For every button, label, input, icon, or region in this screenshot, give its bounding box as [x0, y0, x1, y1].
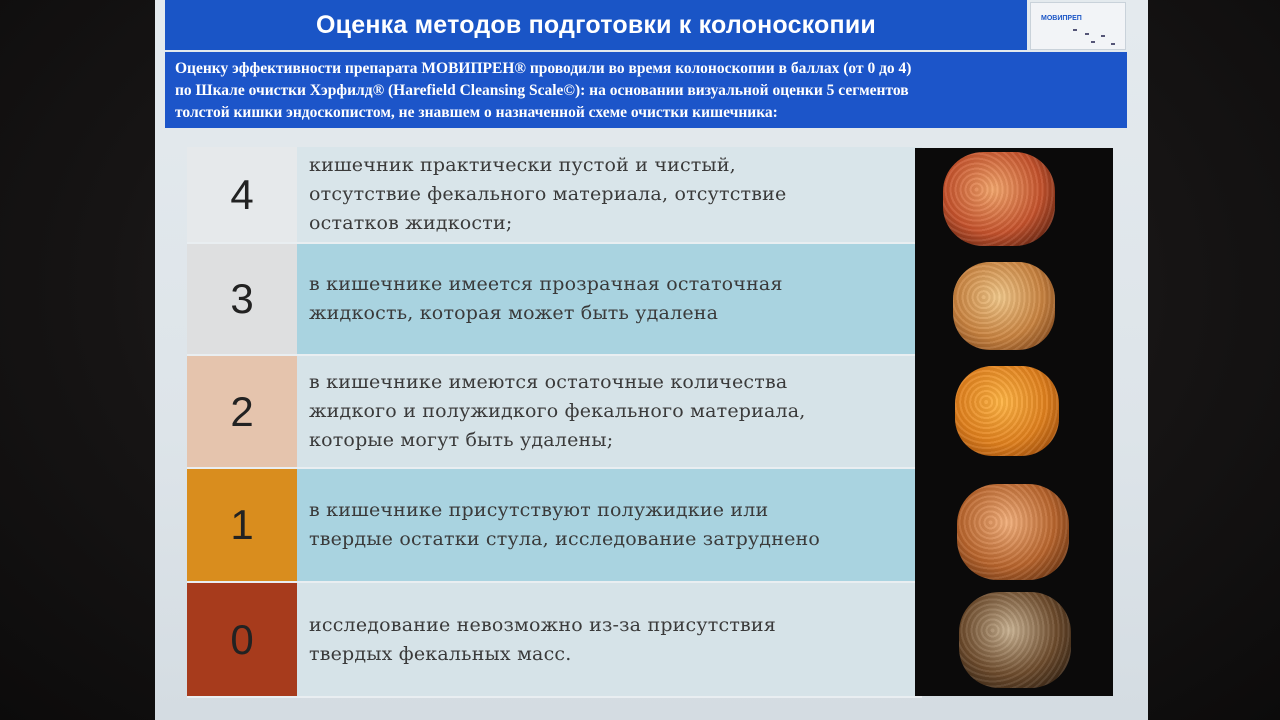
endoscopy-photo-strip — [915, 148, 1113, 696]
description-cell — [297, 469, 922, 583]
description-line: остатков жидкости; — [309, 212, 513, 234]
endoscopy-photo-score-1 — [957, 484, 1069, 580]
description-line: отсутствие фекального материала, отсутствие — [309, 183, 787, 205]
endoscopy-photo-score-0 — [959, 592, 1071, 688]
description-cell — [297, 356, 922, 469]
scale-row-4 — [187, 147, 922, 244]
intro-box — [165, 52, 1127, 128]
description-line: в кишечнике имеется прозрачная остаточная — [309, 273, 783, 295]
score-cell: 0 — [187, 583, 297, 698]
description-line: жидкого и полужидкого фекального материала, — [309, 400, 806, 422]
intro-line-1: Оценку эффективности препарата МОВИПРЕН® проводили во время колоноскопии в баллах (от 0 до 4) — [175, 60, 912, 77]
description-line: в кишечнике присутствуют полужидкие или — [309, 499, 769, 521]
harefield-scale-table — [187, 147, 922, 700]
intro-line-2: по Шкале очистки Хэрфилд® (Harefield Cleansing Scale©): на основании визуальной оценки 5 сегментов — [175, 82, 909, 99]
endoscopy-photo-score-2 — [955, 366, 1059, 456]
title-bar — [165, 0, 1027, 50]
description-cell — [297, 583, 922, 698]
logo-text: МОВИПРЕП — [1041, 15, 1082, 22]
scale-row-2 — [187, 356, 922, 469]
scale-row-3 — [187, 244, 922, 356]
description-line: жидкость, которая может быть удалена — [309, 302, 719, 324]
scale-row-0 — [187, 583, 922, 698]
score-cell: 4 — [187, 147, 297, 244]
score-cell: 3 — [187, 244, 297, 356]
description-line: которые могут быть удалены; — [309, 429, 614, 451]
description-cell — [297, 147, 922, 244]
scale-row-1 — [187, 469, 922, 583]
intro-line-3: толстой кишки эндоскопистом, не знавшем о назначенной схеме очистки кишечника: — [175, 104, 778, 121]
logo-decoration — [1071, 27, 1121, 47]
description-line: твердые остатки стула, исследование затруднено — [309, 528, 821, 550]
slide-title: Оценка методов подготовки к колоноскопии — [316, 10, 876, 39]
movi-prep-logo — [1030, 2, 1126, 50]
description-line: исследование невозможно из-за присутствия — [309, 613, 776, 636]
score-cell: 2 — [187, 356, 297, 469]
presentation-slide — [155, 0, 1148, 720]
description-line: кишечник практически пустой и чистый, — [309, 154, 736, 176]
endoscopy-photo-score-3 — [953, 262, 1055, 350]
endoscopy-photo-score-4 — [943, 152, 1055, 246]
description-line: в кишечнике имеются остаточные количества — [309, 371, 788, 393]
description-line: твердых фекальных масс. — [309, 642, 572, 665]
description-cell — [297, 244, 922, 356]
score-cell: 1 — [187, 469, 297, 583]
